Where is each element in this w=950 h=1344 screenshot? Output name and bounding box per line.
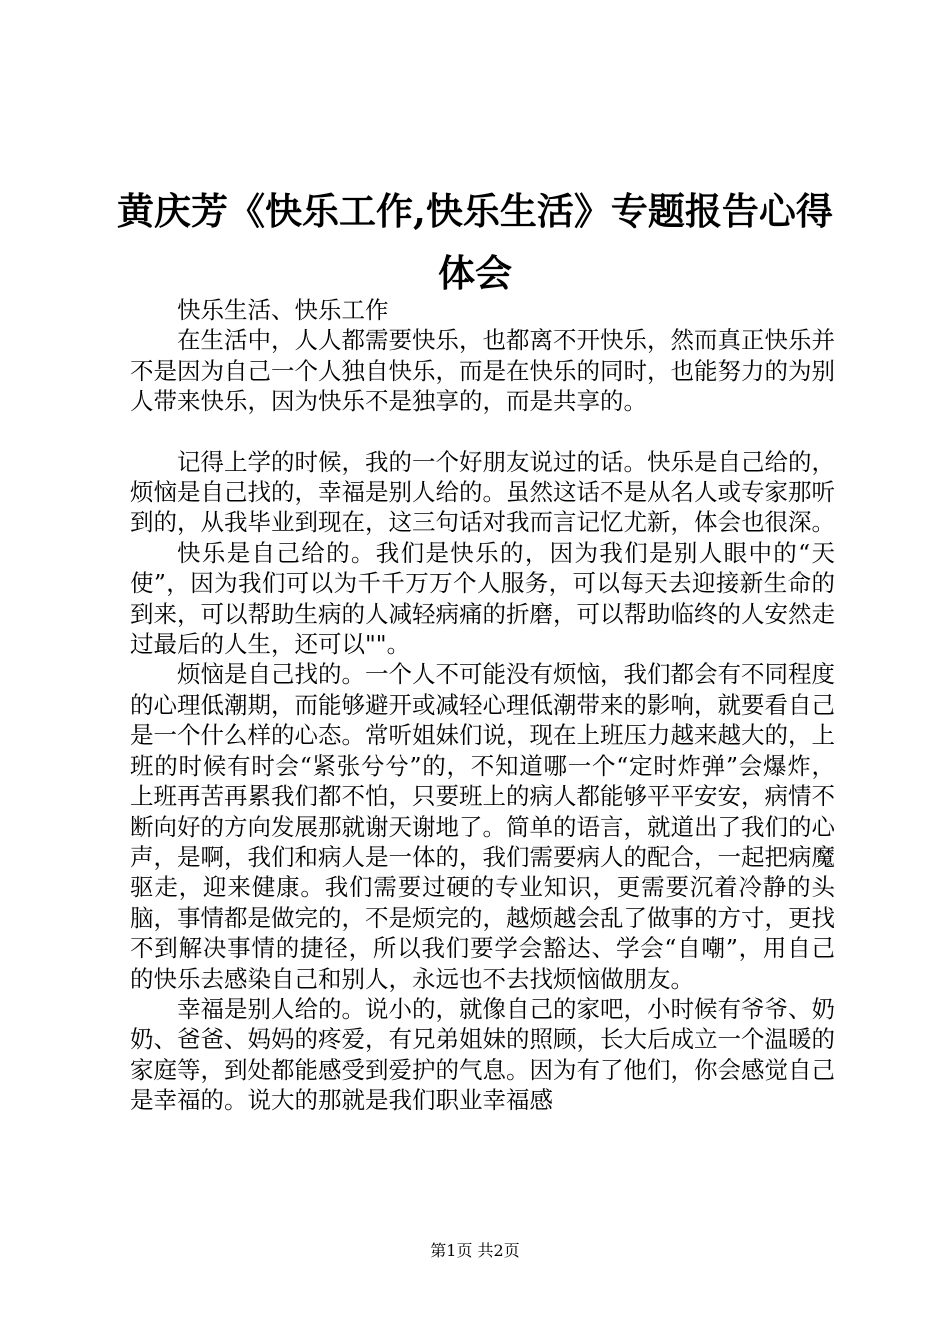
document-body: [130, 295, 835, 1116]
paragraph-1: 在生活中，人人都需要快乐，也都离不开快乐，然而真正快乐并不是因为自己一个人独自快乐，而是在快乐的同时，也能努力的为别人带来快乐，因为快乐不是独享的，而是共享的。: [130, 326, 835, 416]
section-subhead: 快乐生活、快乐工作: [177, 296, 389, 324]
paragraph-5: 幸福是别人给的。说小的，就像自己的家吧，小时候有爷爷、奶奶、爸爸、妈妈的疼爱，有兄弟姐妹的照顾，长大后成立一个温暖的家庭等，到处都能感受到爱护的气息。因为有了他们，你会感觉自己是幸福的。说大的那就是我们职业幸福感: [130, 994, 835, 1115]
paragraph-2: 记得上学的时候，我的一个好朋友说过的话。快乐是自己给的，烦恼是自己找的，幸福是别人给的。虽然这话不是从名人或专家那听到的，从我毕业到现在，这三句话对我而言记忆尤新，体会也很深。: [130, 447, 835, 537]
page-footer: [0, 1240, 950, 1262]
page-indicator: 第1页 共2页: [430, 1241, 520, 1260]
paragraph-3: 快乐是自己给的。我们是快乐的，因为我们是别人眼中的“天使”，因为我们可以为千千万万个人服务，可以每天去迎接新生命的到来，可以帮助生病的人减轻病痛的折磨，可以帮助临终的人安然走过最后的人生，还可以""。: [130, 538, 835, 659]
title-line-1: 黄庆芳《快乐工作,快乐生活》专题报告心得: [117, 189, 833, 233]
title-line-2: 体会: [438, 251, 512, 295]
document-title: [100, 180, 850, 304]
paragraph-4: 烦恼是自己找的。一个人不可能没有烦恼，我们都会有不同程度的心理低潮期，而能够避开或减轻心理低潮带来的影响，就要看自己是一个什么样的心态。常听姐妹们说，现在上班压力越来越大的，上班的时候有时会“紧张兮兮”的，不知道哪一个“定时炸弹”会爆炸，上班再苦再累我们都不怕，只要班上的病人都能够平平安安，病情不断向好的方向发展那就谢天谢地了。简单的语言，就道出了我们的心声，是啊，我们和病人是一体的，我们需要病人的配合，一起把病魔驱走，迎来健康。我们需要过硬的专业知识，更需要沉着冷静的头脑，事情都是做完的，不是烦完的，越烦越会乱了做事的方寸，更找不到解决事情的捷径，所以我们要学会豁达、学会“自嘲”，用自己的快乐去感染自己和别人，永远也不去找烦恼做朋友。: [130, 660, 835, 993]
